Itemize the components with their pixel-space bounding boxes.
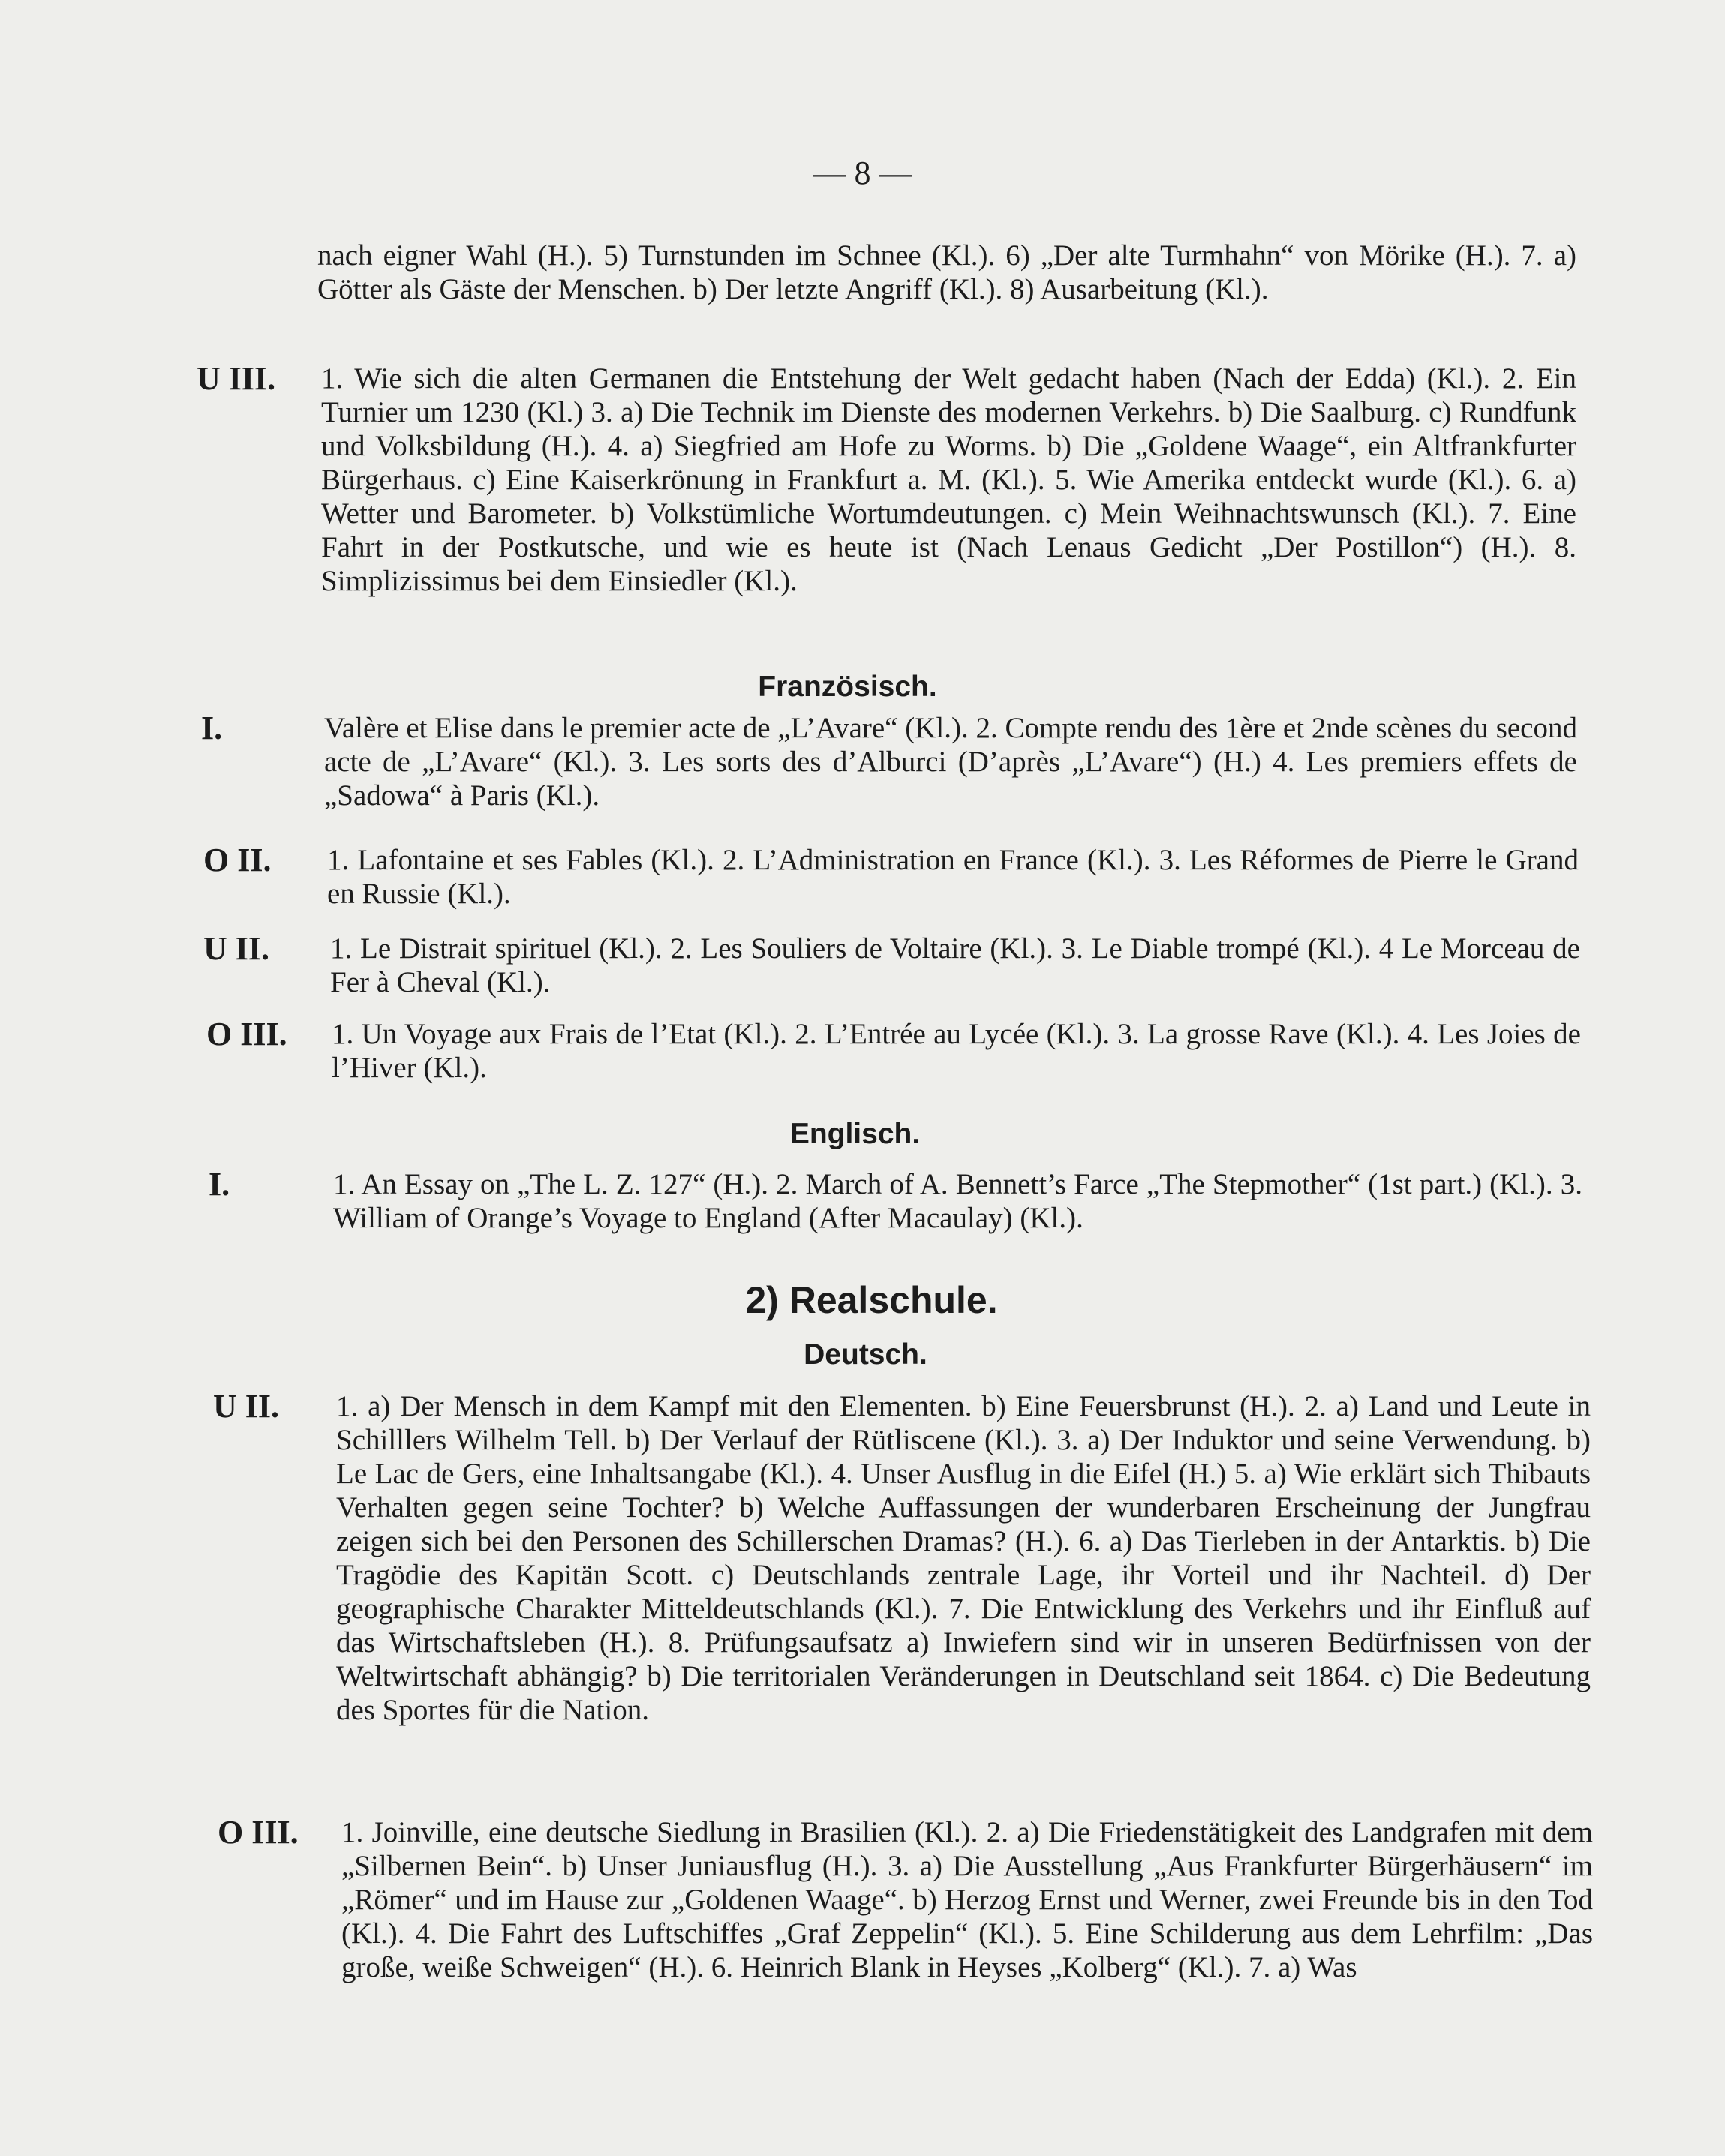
- class-label: U II.: [203, 930, 270, 967]
- class-label: I.: [201, 710, 223, 746]
- entry-text: 1. An Essay on „The L. Z. 127“ (H.). 2. March of A. Bennett’s Farce „The Stepmother“ (1st part.) (Kl.). 3. William of Orange’s Voyage to England (After Macaulay) (Kl.).: [333, 1168, 1582, 1234]
- continuation-text: nach eigner Wahl (H.). 5) Turnstunden im Schnee (Kl.). 6) „Der alte Turmhahn“ von Mörike (H.). 7. a) Götter als Gäste der Menschen. b) Der letzte Angriff (Kl.). 8) Ausarbeitung (Kl.).: [317, 239, 1576, 305]
- page-number: — 8 —: [813, 155, 912, 191]
- section-title-deutsch: Deutsch.: [804, 1338, 927, 1371]
- class-label: O III.: [206, 1016, 287, 1052]
- class-label: O III.: [218, 1814, 299, 1851]
- section-title-realschule: 2) Realschule.: [745, 1279, 998, 1321]
- entry-text: 1. Un Voyage aux Frais de l’Etat (Kl.). 2. L’Entrée au Lycée (Kl.). 3. La grosse Rave (Kl.). 4. Les Joies de l’Hiver (Kl.).: [332, 1018, 1581, 1084]
- section-title-franzoesisch: Französisch.: [758, 671, 937, 703]
- class-label: U III.: [197, 360, 276, 397]
- entry-text: 1. Lafontaine et ses Fables (Kl.). 2. L’Administration en France (Kl.). 3. Les Réformes de Pierre le Grand en Russie (Kl.).: [327, 844, 1579, 910]
- class-label: U II.: [213, 1388, 280, 1425]
- entry-text: Valère et Elise dans le premier acte de „L’Avare“ (Kl.). 2. Compte rendu des 1ère et 2nde scènes du second acte de „L’Avare“ (Kl.). 3. Les sorts des d’Alburci (D’après „L’Avare“) (H.) 4. Les premiers effets de „Sadowa“ à Paris (Kl.).: [324, 712, 1577, 812]
- entry-text: 1. Le Distrait spirituel (Kl.). 2. Les Souliers de Voltaire (Kl.). 3. Le Diable trompé (Kl.). 4 Le Morceau de Fer à Cheval (Kl.).: [330, 932, 1580, 998]
- entry-text: 1. Wie sich die alten Germanen die Entstehung der Welt gedacht haben (Nach der Edda) (Kl.). 2. Ein Turnier um 1230 (Kl.) 3. a) Die Technik im Dienste des modernen Verkehrs. b) Die Saalburg. c) Rundfunk und Volksbildung (H.). 4. a) Siegfried am Hofe zu Worms. b) Die „Goldene Waage“, ein Altfrankfurter Bürgerhaus. c) Eine Kaiserkrönung in Frankfurt a. M. (Kl.). 5. Wie Amerika entdeckt wurde (Kl.). 6. a) Wetter und Barometer. b) Volkstümliche Wortumdeutungen. c) Mein Weihnachtswunsch (Kl.). 7. Eine Fahrt in der Postkutsche, und wie es heute ist (Nach Lenaus Gedicht „Der Postillon“) (H.). 8. Simplizissimus bei dem Einsiedler (Kl.).: [321, 362, 1576, 597]
- entry-text: 1. a) Der Mensch in dem Kampf mit den Elementen. b) Eine Feuersbrunst (H.). 2. a) Land und Leute in Schilllers Wilhelm Tell. b) Der Verlauf der Rütliscene (Kl.). 3. a) Der Induktor und seine Verwendung. b) Le Lac de Gers, eine Inhaltsangabe (Kl.). 4. Unser Ausflug in die Eifel (H.) 5. a) Wie erklärt sich Thibauts Verhalten gegen seine Tochter? b) Welche Auffassungen der wunderbaren Erscheinung der Jungfrau zeigen sich bei den Personen des Schillerschen Dramas? (H.). 6. a) Das Tierleben in der Antarktis. b) Die Tragödie des Kapitän Scott. c) Deutschlands zentrale Lage, ihr Vorteil und ihr Nachteil. d) Der geographische Charakter Mitteldeutschlands (Kl.). 7. Die Entwicklung des Verkehrs und ihr Einfluß auf das Wirtschaftsleben (H.). 8. Prüfungsaufsatz a) Inwiefern sind wir in unseren Bedürfnissen von der Weltwirtschaft abhängig? b) Die territorialen Veränderungen in Deutschland seit 1864. c) Die Bedeutung des Sportes für die Nation.: [336, 1390, 1591, 1726]
- section-title-englisch: Englisch.: [789, 1118, 921, 1150]
- class-label: O II.: [203, 842, 272, 878]
- entry-text: 1. Joinville, eine deutsche Siedlung in Brasilien (Kl.). 2. a) Die Friedenstätigkeit des Landgrafen mit dem „Silbernen Bein“. b) Unser Juniausflug (H.). 3. a) Die Ausstellung „Aus Frankfurter Bürgerhäusern“ im „Römer“ und im Hause zur „Goldenen Waage“. b) Herzog Ernst und Werner, zwei Freunde bis in den Tod (Kl.). 4. Die Fahrt des Luftschiffes „Graf Zeppelin“ (Kl.). 5. Eine Schilderung aus dem Lehrfilm: „Das große, weiße Schweigen“ (H.). 6. Heinrich Blank in Heyses „Kolberg“ (Kl.). 7. a) Was: [341, 1816, 1593, 1983]
- class-label: I.: [209, 1166, 230, 1203]
